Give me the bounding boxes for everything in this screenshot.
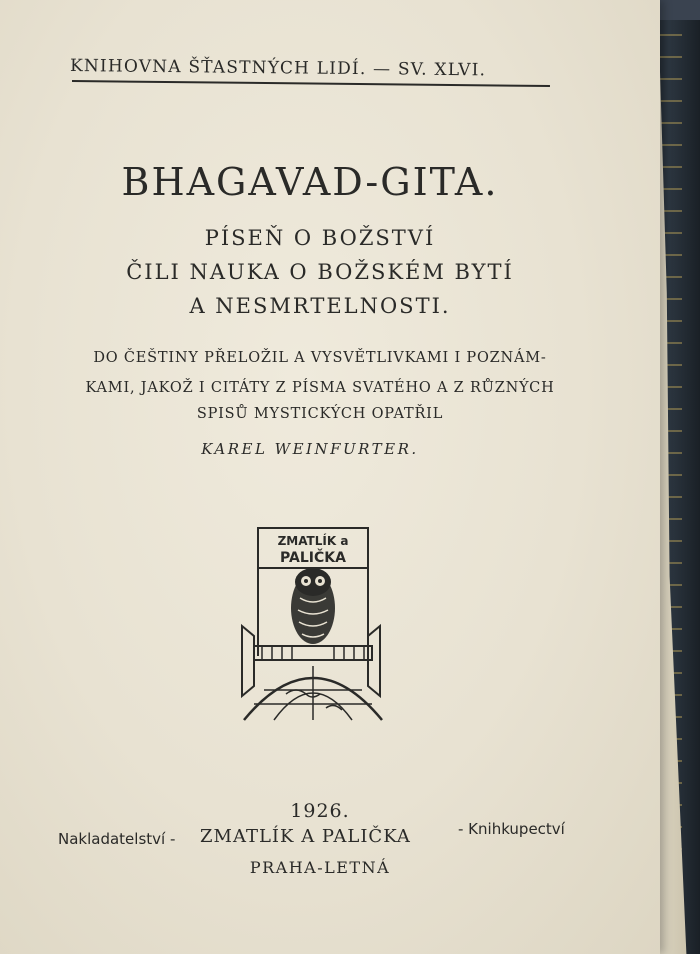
logo-text-2: PALIČKA bbox=[280, 550, 346, 566]
publisher-owl-icon bbox=[234, 526, 388, 722]
series-heading: KNIHOVNA ŠŤASTNÝCH LIDÍ. — SV. XLVI. bbox=[69, 56, 487, 81]
subtitle-line-1: PÍSEŇ O BOŽSTVÍ bbox=[204, 226, 436, 250]
book-title: BHAGAVAD-GITA. bbox=[121, 160, 499, 204]
heading-rule bbox=[72, 80, 550, 87]
publisher-label-left: Nakladatelství - bbox=[58, 830, 176, 848]
publisher-name: ZMATLÍK A PALIČKA bbox=[200, 826, 411, 847]
subtitle-line-3: A NESMRTELNOSTI. bbox=[189, 294, 451, 318]
publisher-city: PRAHA-LETNÁ bbox=[249, 858, 391, 877]
subtitle-line-2: ČILI NAUKA O BOŽSKÉM BYTÍ bbox=[126, 260, 514, 284]
description-line-3: SPISŮ MYSTICKÝCH OPATŘIL bbox=[196, 406, 444, 422]
description-line-1: DO ČEŠTINY PŘELOŽIL A VYSVĚTLIVKAMI I POZNÁM- bbox=[93, 350, 547, 366]
publication-year: 1926. bbox=[290, 800, 350, 822]
logo-text-1: ZMATLÍK a bbox=[277, 534, 349, 548]
description-line-2: KAMI, JAKOŽ I CITÁTY Z PÍSMA SVATÉHO A Z RŮZNÝCH bbox=[85, 380, 555, 396]
publisher-label-right: - Knihkupectví bbox=[458, 820, 565, 838]
translator-name: KAREL WEINFURTER. bbox=[201, 440, 419, 458]
